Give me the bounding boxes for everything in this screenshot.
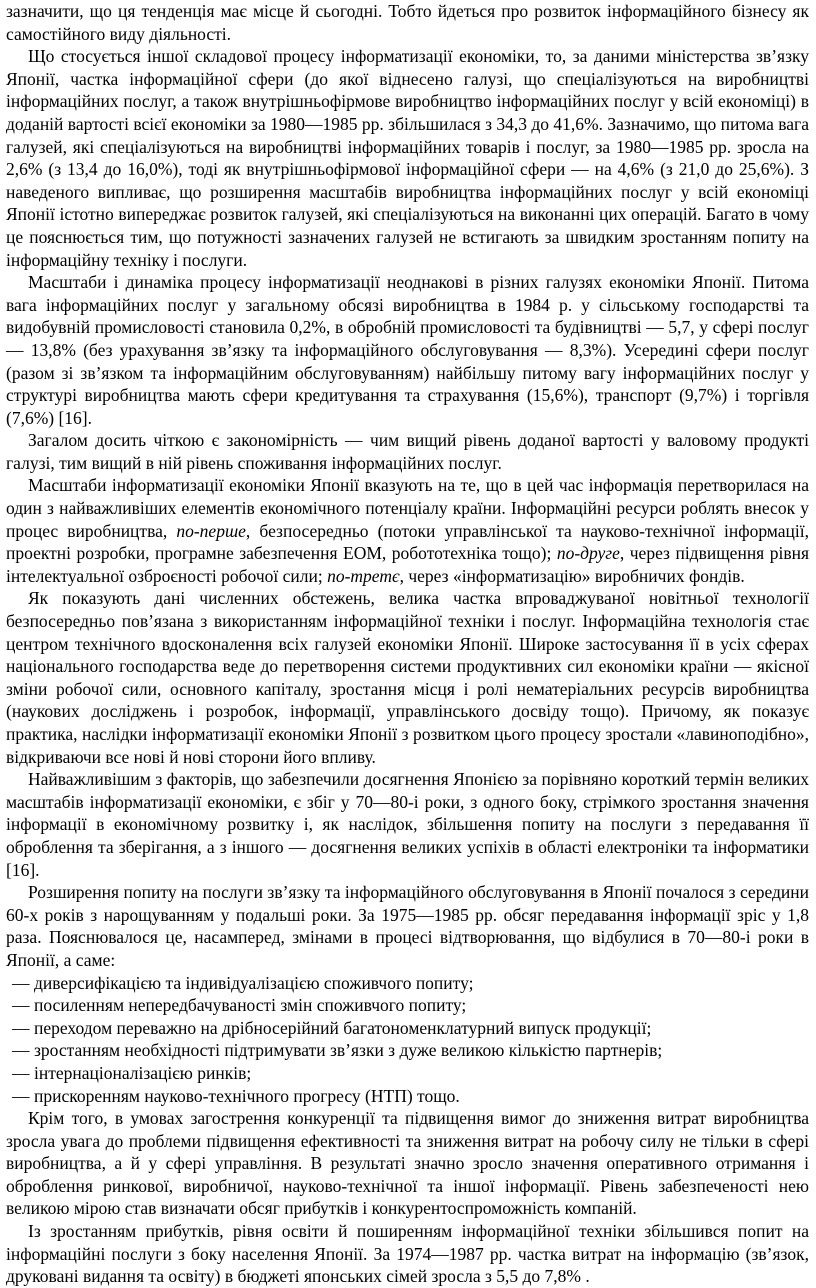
dash-bullet: — <box>12 1085 30 1106</box>
paragraph: Найважливішим з факторів, що забезпечили досягнення Японією за порівняно короткий термін великих масштабів інформатизації економіки, є збіг у 70—80-і роки, з одного боку, стрімкого зростання значення інформації в економічному розвитку і, як наслідок, збільшення попиту на послуги з передавання її оброблення та зберігання, а з іншого — досягнення великих успіхів в області електроніки та інформатики [16]. <box>6 769 809 880</box>
text-run: , безпосередньо (потоки управлінської та науково-технічної інформації, проектні розробки, програмне забезпечення ЕОМ, робототехніка тощо); <box>6 520 809 564</box>
list-item-text: посиленням непередбачуваності змін споживчого попиту; <box>34 995 467 1016</box>
text-run: , через «інформатизацію» виробничих фондів. <box>399 565 745 586</box>
list-item-text: прискоренням науково-технічного прогресу (НТП) тощо. <box>34 1085 460 1106</box>
list-item <box>6 972 809 995</box>
emphasis: по-третє <box>327 565 400 586</box>
dash-bullet: — <box>12 995 30 1016</box>
dash-bullet: — <box>12 1040 30 1061</box>
emphasis: по-друге <box>556 543 620 564</box>
paragraph: Із зростанням прибутків, рівня освіти й поширенням інформаційної техніки збільшився попит на інформаційні послуги з боку населення Японії. За 1974—1987 рр. частка витрат на інформацію (зв’язок, друковані видання та освіту) в бюджеті японських сімей зросла з 5,5 до 7,8% . <box>6 1221 809 1287</box>
list-item-text: диверсифікацією та індивідуалізацією споживчого попиту; <box>34 972 474 993</box>
paragraph: Як показують дані численних обстежень, велика частка впроваджуваної новітньої технології безпосередньо пов’язана з використанням інформаційної техніки і послуг. Інформаційна технологія стає центром технічного вдосконалення всіх галузей економіки Японії. Широке застосування її в усіх сферах національного господарства веде до перетворення системи продуктивних сил економіки країни — якісної зміни робочої сили, основного капіталу, зростання місця і ролі нематеріальних ресурсів виробництва (наукових досліджень і розробок, інформації, управлінського досвіду тощо). Причому, як показує практика, наслідки інформатизації економіки Японії з розвитком цього процесу зростали «лавиноподібно», відкриваючи все нові й нові сторони його впливу. <box>6 588 809 767</box>
paragraph: Масштаби і динаміка процесу інформатизації неоднакові в різних галузях економіки Японії. Питома вага інформаційних послуг у загальному обсязі виробництва в 1984 р. у сільському господарстві та видобувній промисловості становила 0,2%, в обробній промисловості та будівництві — 5,7, у сфері послуг — 13,8% (без урахування зв’язку та інформаційного обслуговування — 8,3%). Усередині сфери послуг (разом зі зв’язком та інформаційним обслуговуванням) найбільшу питому вагу інформаційних послуг у структурі виробництва мають сфери кредитування та страхування (15,6%), транспорт (9,7%) і торгівля (7,6%) [16]. <box>6 272 809 428</box>
paragraph: зазначити, що ця тенденція має місце й сьогодні. Тобто йдеться про розвиток інформаційного бізнесу як самостійного виду діяльності. <box>6 1 809 44</box>
emphasis: по-перше <box>176 520 246 541</box>
paragraph: Що стосується іншої складової процесу інформатизації економіки, то, за даними міністерства зв’язку Японії, частка інформаційної сфери (до якої віднесено галузі, що спеціалізуються на виробництві інформаційних послуг, а також внутрішньофірмове виробництво інформаційних послуг у всій економіці) в доданій вартості всієї економіки за 1980—1985 рр. збільшилася з 34,3 до 41,6%. Зазначимо, що питома вага галузей, які спеціалізуються на виробництві інформаційних товарів і послуг, за 1980—1985 рр. зросла на 2,6% (з 13,4 до 16,0%), тоді як внутрішньофірмової інформаційної сфери — на 4,6% (з 21,0 до 25,6%). З наведеного випливає, що розширення масштабів виробництва інформаційних послуг у всій економіці Японії істотно випереджає розвиток галузей, які спеціалізуються на виконанні цих операцій. Багато в чому це пояснюється тим, що потужності зазначених галузей не встигають за швидким зростанням попиту на інформаційну техніку і послуги. <box>6 46 809 270</box>
list-item <box>6 994 809 1017</box>
dash-bullet: — <box>12 1017 30 1038</box>
list-item <box>6 1017 809 1040</box>
dash-bullet: — <box>12 972 30 993</box>
paragraph: Крім того, в умовах загострення конкуренції та підвищення вимог до зниження витрат виробництва зросла увага до проблеми підвищення ефективності та зниження витрат на робочу силу не тільки в сфері виробництва, а й у сфері управління. В результаті значно зросло значення оперативного отримання і оброблення ринкової, виробничої, науково-технічної та іншої інформації. Рівень забезпеченості нею великою мірою став визначати обсяг прибутків і конкурентоспроможність компаній. <box>6 1108 809 1219</box>
list-item <box>6 1085 809 1108</box>
list-item-text: зростанням необхідності підтримувати зв’язки з дуже великою кількістю партнерів; <box>34 1040 663 1061</box>
paragraph: Розширення попиту на послуги зв’язку та інформаційного обслуговування в Японії почалося з середини 60-х років з нарощуванням у подальші роки. За 1975—1985 рр. обсяг передавання інформації зріс у 1,8 раза. Пояснювалося це, насамперед, змінами в процесі відтворювання, що відбулися в 70—80-і роки в Японії, а саме: <box>6 882 809 970</box>
list-item <box>6 1039 809 1062</box>
text-run: Масштаби інформатизації економіки Японії вказують на те, що в цей час інформація перетворилася на один з найважливіших елементів економічного потенціалу країни. Інформаційні ресурси роблять внесок у процес виробництва, <box>6 475 809 541</box>
paragraph-with-emphasis <box>6 474 809 587</box>
list-item <box>6 1062 809 1085</box>
list-item-text: переходом переважно на дрібносерійний багатономенклатурний випуск продукції; <box>34 1017 652 1038</box>
text-run: , через підвищення рівня інтелектуальної озброєності робочої сили; <box>6 543 809 586</box>
paragraph: Загалом досить чіткою є закономірність — чим вищий рівень доданої вартості у валовому продукті галузі, тим вищий в ній рівень споживання інформаційних послуг. <box>6 430 809 473</box>
dash-bullet: — <box>12 1062 30 1083</box>
list-item-text: інтернаціоналізацією ринків; <box>34 1062 252 1083</box>
